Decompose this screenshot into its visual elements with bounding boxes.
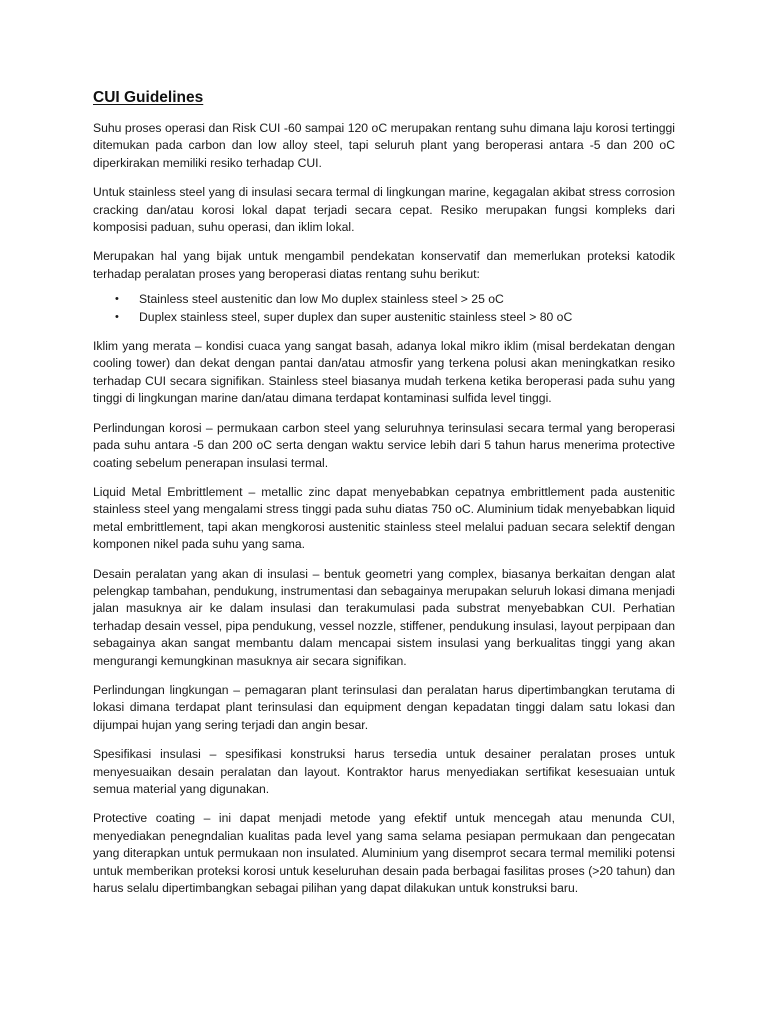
- list-item: [115, 291, 675, 308]
- paragraph-climate: Iklim yang merata – kondisi cuaca yang sangat basah, adanya lokal mikro iklim (misal berdekatan dengan cooling tower) dan dekat dengan pantai dan/atau atmosfir yang terkena polusi akan meningkatkan resiko terhadap CUI secara signifikan. Stainless steel biasanya mudah terkena ketika beroperasi pada suhu yang tinggi di lingkungan marine dan/atau dimana terdapat kontaminasi sulfida level tinggi.: [93, 339, 675, 406]
- paragraph-corrosion-protection: Perlindungan korosi – permukaan carbon steel yang seluruhnya terinsulasi secara termal yang beroperasi pada suhu antara -5 dan 200 oC serta dengan waktu service lebih dari 5 tahun harus menerima protective coating sebelum penerapan insulasi termal.: [93, 420, 675, 470]
- list-item-text: Stainless steel austenitic dan low Mo duplex stainless steel > 25 oC: [139, 292, 504, 307]
- paragraph-insulation-specification: Spesifikasi insulasi – spesifikasi konstruksi harus tersedia untuk desainer peralatan proses untuk menyesuaikan desain peralatan dan layout. Kontraktor harus menyediakan sertifikat kesesuaian untuk semua material yang digunakan.: [93, 747, 675, 796]
- paragraph-protective-coating: Protective coating – ini dapat menjadi metode yang efektif untuk mencegah atau menunda CUI, menyediakan penegndalian kualitas pada level yang sama selama pesiapan permukaan dan pengecatan yang diterapkan untuk permukaan non insulated. Aluminium yang disemprot secara termal memiliki potensi untuk memberikan proteksi korosi untuk keseluruhan desain pada berbagai fasilitas proses (>20 tahun) dan harus selalu dipertimbangkan sebagai pilihan yang dapat dilakukan untuk konstruksi baru.: [93, 811, 675, 896]
- bullet-icon: •: [115, 310, 119, 323]
- paragraph-cathodic-protection: Merupakan hal yang bijak untuk mengambil pendekatan konservatif dan memerlukan proteksi katodik terhadap peralatan proses yang beroperasi diatas rentang suhu berikut:: [93, 249, 675, 281]
- document-title: CUI Guidelines: [93, 89, 204, 106]
- temperature-list: [93, 291, 675, 326]
- bullet-icon: •: [115, 293, 119, 306]
- list-item: [115, 309, 675, 326]
- paragraph-liquid-metal-embrittlement: Liquid Metal Embrittlement – metallic zinc dapat menyebabkan cepatnya embrittlement pada austenitic stainless steel yang mengalami stress tinggi pada suhu diatas 750 oC. Aluminium tidak menyebabkan liquid metal embrittlement, tapi akan mengkorosi austenitic stainless steel melalui paduan secara selektif dengan komponen nikel pada suhu yang sama.: [93, 484, 675, 552]
- paragraph-stainless-marine: Untuk stainless steel yang di insulasi secara termal di lingkungan marine, kegagalan akibat stress corrosion cracking dan/atau korosi lokal dapat terjadi secara cepat. Resiko merupakan fungsi kompleks dari komposisi paduan, suhu operasi, dan iklim lokal.: [93, 185, 675, 235]
- paragraph-cui-temperature-range: Suhu proses operasi dan Risk CUI -60 sampai 120 oC merupakan rentang suhu dimana laju korosi tertinggi ditemukan pada carbon dan low alloy steel, tapi seluruh plant yang beroperasi antara -5 dan 200 oC diperkirakan memiliki resiko terhadap CUI.: [93, 121, 675, 170]
- list-item-text: Duplex stainless steel, super duplex dan super austenitic stainless steel > 80 oC: [139, 309, 573, 324]
- paragraph-equipment-design: Desain peralatan yang akan di insulasi – bentuk geometri yang complex, biasanya berkaitan dengan alat pelengkap tambahan, pendukung, instrumentasi dan sebagainya merupakan seluruh lokasi dimana menjadi jalan masuknya air ke dalam insulasi dan terakumulasi pada substrat menyebabkan CUI. Perhatian terhadap desain vessel, pipa pendukung, vessel nozzle, stiffener, pendukung insulasi, layout perpipaan dan sebagainya akan sangat membantu dalam mencapai sistem insulasi yang berkualitas tinggi yang akan mengurangi kemungkinan masuknya air secara signifikan.: [93, 566, 675, 668]
- paragraph-environmental-protection: Perlindungan lingkungan – pemagaran plant terinsulasi dan peralatan harus dipertimbangkan terutama di lokasi dimana terdapat plant terinsulasi dan equipment dengan kepadatan tinggi dalam satu lokasi dan dijumpai hujan yang sering terjadi dan angin besar.: [93, 682, 675, 732]
